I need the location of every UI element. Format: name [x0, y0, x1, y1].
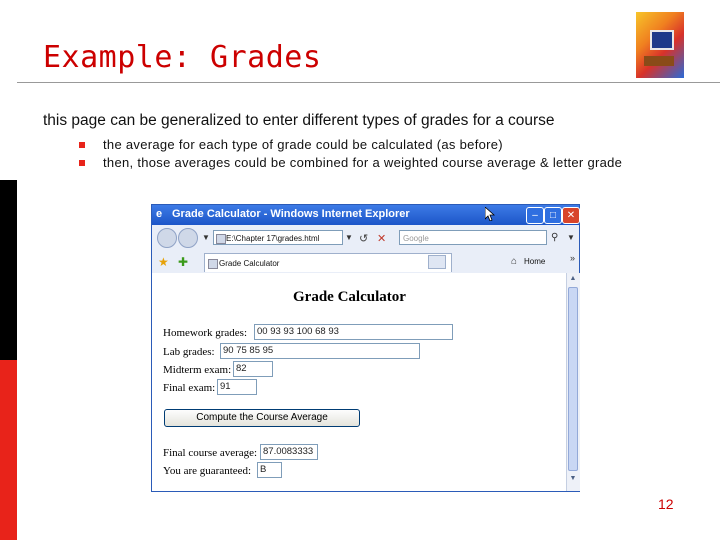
forward-button[interactable] — [178, 228, 198, 248]
address-bar[interactable]: E:\Chapter 17\grades.html — [213, 230, 343, 245]
ie-logo-icon: e — [156, 208, 163, 220]
lead-text: this page can be generalized to enter different types of grades for a course — [43, 112, 555, 129]
close-button[interactable]: ✕ — [562, 207, 580, 224]
favorites-bar — [152, 251, 579, 274]
minimize-button[interactable]: – — [526, 207, 544, 224]
page-icon — [216, 234, 226, 244]
final-exam-label: Final exam: — [163, 382, 216, 394]
scroll-down-icon[interactable]: ▼ — [569, 475, 577, 482]
midterm-label: Midterm exam: — [163, 364, 232, 376]
page-heading: Grade Calculator — [293, 289, 406, 305]
page-icon — [208, 259, 218, 269]
left-stripe-black — [0, 180, 17, 360]
back-button[interactable] — [157, 228, 177, 248]
homework-label: Homework grades: — [163, 327, 248, 339]
stop-icon[interactable]: ✕ — [377, 233, 387, 245]
guaranteed-label: You are guaranteed: — [163, 465, 252, 477]
compute-average-button[interactable]: Compute the Course Average — [164, 409, 360, 427]
scroll-thumb[interactable] — [568, 287, 578, 471]
scroll-up-icon[interactable]: ▲ — [569, 275, 577, 282]
vertical-scrollbar[interactable] — [566, 273, 580, 491]
add-favorite-icon[interactable]: ✚ — [178, 255, 189, 269]
title-divider — [17, 82, 720, 83]
new-tab-button[interactable] — [428, 255, 446, 269]
home-label[interactable]: Home — [524, 257, 546, 266]
navigation-toolbar — [152, 225, 579, 251]
final-average-label: Final course average: — [163, 447, 258, 459]
window-titlebar[interactable] — [152, 205, 579, 225]
search-input[interactable]: Google — [399, 230, 547, 245]
favorites-star-icon[interactable]: ★ — [158, 255, 169, 269]
slide-title: Example: Grades — [43, 40, 322, 75]
bullet-item: the average for each type of grade could be calculated (as before) — [80, 136, 680, 154]
address-dropdown-icon[interactable]: ▼ — [345, 233, 353, 242]
browser-window — [151, 204, 580, 492]
history-dropdown-icon[interactable]: ▼ — [202, 233, 210, 242]
homework-field[interactable]: 00 93 93 100 68 93 — [254, 324, 453, 340]
left-stripe-white — [0, 0, 17, 180]
chevron-more-icon[interactable]: » — [570, 253, 576, 263]
left-stripe-red — [0, 360, 17, 540]
midterm-field[interactable]: 82 — [233, 361, 273, 377]
home-icon[interactable]: ⌂ — [511, 256, 518, 267]
page-content — [152, 273, 566, 491]
bullet-item: then, those averages could be combined for a weighted course average & letter grade — [80, 154, 680, 172]
maximize-button[interactable]: □ — [544, 207, 562, 224]
lab-label: Lab grades: — [163, 346, 215, 358]
letter-grade-field[interactable]: B — [257, 462, 282, 478]
final-average-field[interactable]: 87.0083333 — [260, 444, 318, 460]
refresh-icon[interactable]: ↺ — [359, 233, 369, 245]
lab-field[interactable]: 90 75 85 95 — [220, 343, 420, 359]
final-exam-field[interactable]: 91 — [217, 379, 257, 395]
tab-grade-calculator[interactable]: Grade Calculator — [204, 253, 452, 272]
clipart-logo-icon — [636, 12, 684, 78]
page-number: 12 — [658, 496, 674, 512]
mouse-cursor-icon — [485, 207, 495, 221]
search-options-icon[interactable]: ▼ — [567, 233, 575, 242]
window-title: Grade Calculator - Windows Internet Explorer — [172, 208, 410, 220]
search-icon[interactable]: ⚲ — [551, 232, 559, 243]
